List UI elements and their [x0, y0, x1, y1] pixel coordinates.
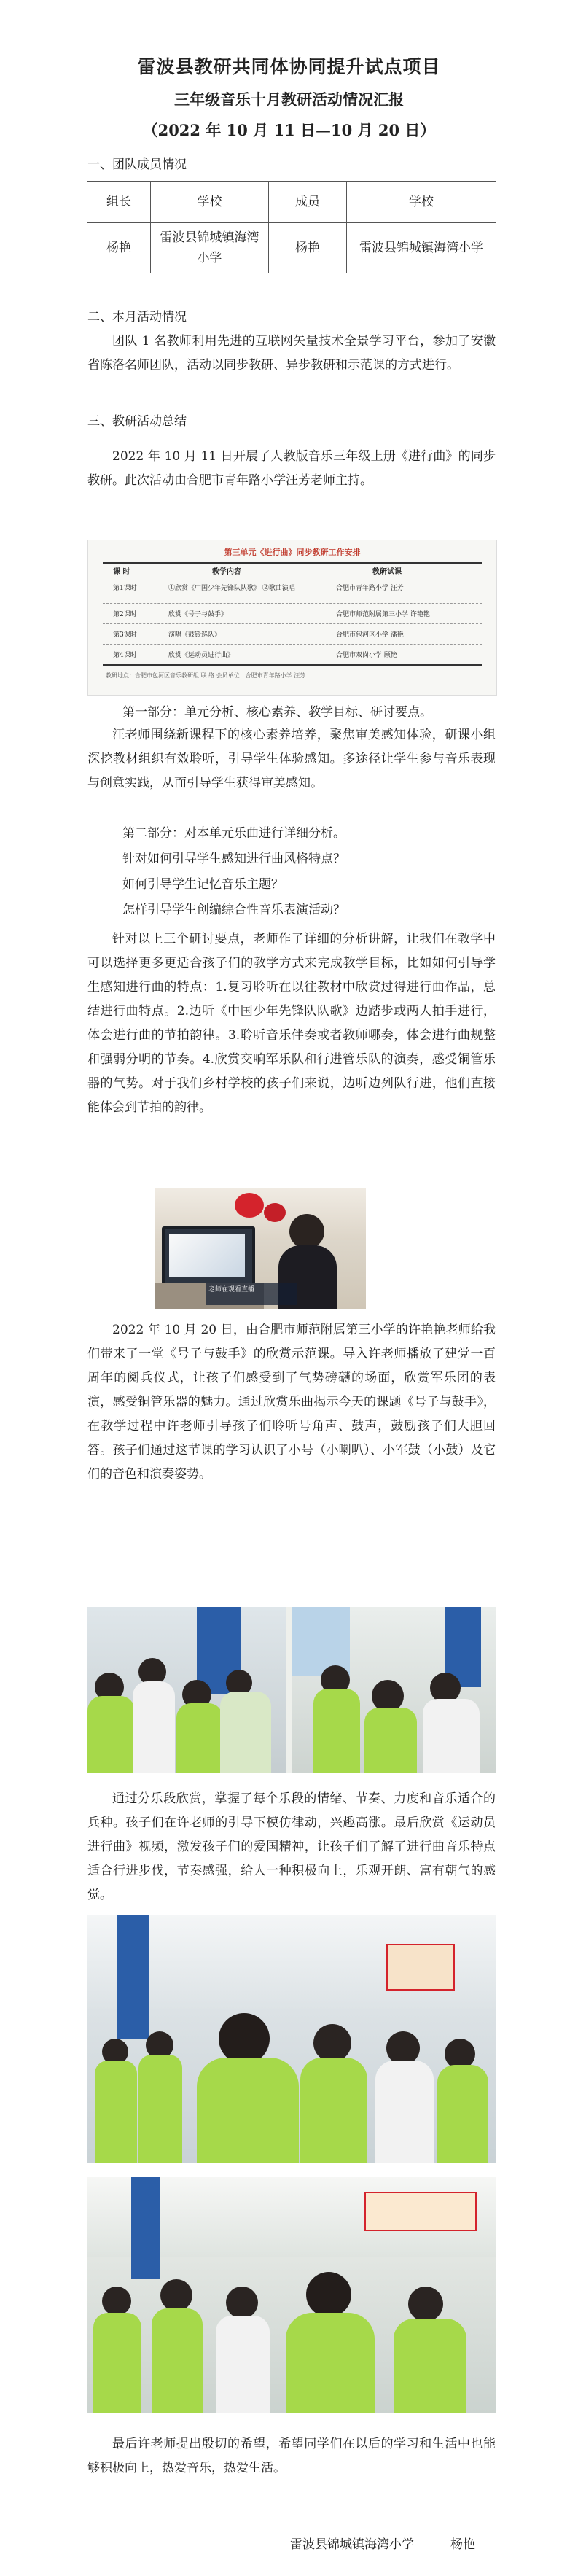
students-photo-1 — [87, 1915, 496, 2163]
schedule-cell: 第4课时 — [113, 652, 137, 659]
section-heading-activity: 二、本月活动情况 — [87, 310, 187, 324]
schedule-cell: 第2课时 — [113, 611, 137, 618]
team-table-row — [87, 182, 496, 223]
schedule-col-header: 教学内容 — [212, 568, 241, 576]
schedule-cell: ①欣赏《中国少年先锋队队歌》 ②歌曲演唱 — [168, 585, 295, 592]
teacher-livestream-photo — [155, 1188, 366, 1309]
table-cell: 杨艳 — [269, 223, 347, 273]
schedule-note: 教研地点：合肥市包河区音乐教研组 联 络 会员单位：合肥市青年路小学 汪芳 — [106, 672, 306, 679]
schedule-col-header: 教研试课 — [372, 568, 402, 576]
schedule-cell: 欣赏《号子与鼓手》 — [168, 611, 228, 618]
table-cell: 杨艳 — [87, 223, 151, 273]
section-heading-team: 一、团队成员情况 — [87, 157, 187, 172]
practice-paragraph: 通过分乐段欣赏，掌握了每个乐段的情绪、节奏、力度和音乐适合的兵种。孩子们在许老师的引导下模仿律动，兴趣高涨。最后欣赏《运动员进行曲》视频，激发孩子们的爱国精神，让孩子们了解了进行曲音乐特点适合行进步伐，节奏感强，给人一种积极向上，乐观开朗、富有朝气的感觉。 — [87, 1791, 496, 1902]
table-cell: 雷波县锦城镇海湾小学 — [347, 223, 496, 273]
question-item: 针对如何引导学生感知进行曲风格特点？ — [122, 852, 345, 866]
document-subtitle: 三年级音乐十月教研活动情况汇报 — [174, 90, 404, 109]
part2-heading: 第二部分：对本单元乐曲进行详细分析。 — [122, 826, 345, 841]
schedule-cell: 第3课时 — [113, 631, 137, 639]
closing-paragraph: 最后许老师提出殷切的希望，希望同学们在以后的学习和生活中也能够积极向上，热爱音乐，热爱生活。 — [87, 2437, 496, 2475]
schedule-cell: 第1课时 — [113, 585, 137, 592]
schedule-cell: 合肥市包河区小学 潘艳 — [336, 631, 404, 639]
schedule-cell: 欣赏《运动员进行曲》 — [168, 652, 235, 659]
part1-heading: 第一部分：单元分析、核心素养、教学目标、研讨要点。 — [122, 705, 432, 720]
team-table — [87, 181, 496, 273]
signature-school: 雷波县锦城镇海湾小学 — [290, 2537, 414, 2552]
students-photo-2 — [87, 2177, 496, 2413]
schedule-cell: 合肥市青年路小学 汪芳 — [336, 585, 404, 592]
section-heading-summary: 三、教研活动总结 — [87, 414, 187, 429]
teacher-figure — [289, 1214, 324, 1249]
analysis-paragraph: 针对以上三个研讨要点，老师作了详细的分析讲解，让我们在教学中可以选择更多更适合孩子们的教学方式来完成教学目标，比如如何引导学生感知进行曲的特点：1.复习聆听在以往教材中欣赏过得进行曲作品，总结进行曲特点。2.边听《中国少年先锋队队歌》边踏步或两人拍手进行，体会进行曲的节拍韵律。3.聆听音乐伴奏或者教师哪奏，体会进行曲规整和强弱分明的节奏。4.欣赏交响军乐队和行进管乐队的演奏，感受铜管乐器的气势。对于我们乡村学校的孩子们来说，边听边列队行进，他们直接能体会到节拍的韵律。 — [87, 932, 496, 1115]
schedule-image — [87, 540, 497, 696]
red-lantern-decoration — [235, 1193, 264, 1218]
laptop-screen — [162, 1226, 255, 1289]
document-title: 雷波县教研共同体协同提升试点项目 — [137, 56, 441, 77]
summary-intro-paragraph: 2022 年 10 月 11 日开展了人教版音乐三年级上册《进行曲》的同步教研。此次活动由合肥市青年路小学汪芳老师主持。 — [87, 449, 496, 488]
schedule-title: 第三单元《进行曲》同步教研工作安排 — [224, 548, 361, 557]
lesson-paragraph: 2022 年 10 月 20 日，由合肥市师范附属第三小学的许艳艳老师给我们带来了一堂《号子与鼓手》的欣赏示范课。导入许老师播放了建党一百周年的阅兵仪式，让孩子们感受到了气势磅礴的场面，欣赏军乐团的表演，感受铜管乐器的魅力。通过欣赏乐曲揭示今天的课题《号子与鼓手》，在教学过程中许老师引导孩子们聆听号角声、鼓声，鼓励孩子们大胆回答。孩子们通过这节课的学习认识了小号（小喇叭）、小军鼓（小鼓）及它们的音色和演奏姿势。 — [87, 1323, 496, 1482]
table-header-cell: 成员 — [269, 182, 347, 223]
question-item: 如何引导学生记忆音乐主题？ — [122, 877, 284, 892]
classroom-photo-right — [292, 1607, 496, 1773]
table-header-cell: 组长 — [87, 182, 151, 223]
signature-name: 杨艳 — [450, 2537, 475, 2552]
team-table-row — [87, 223, 496, 273]
schedule-cell: 合肥市双岗小学 顾艳 — [336, 652, 397, 659]
date-range: （2022 年 10 月 11 日—10 月 20 日） — [142, 121, 436, 139]
photo-caption: 老师在观看直播 — [206, 1283, 297, 1305]
table-cell: 雷波县锦城镇海湾小学 — [151, 223, 269, 273]
schedule-cell: 演唱《鼓铃巡队》 — [168, 631, 222, 639]
table-header-cell: 学校 — [151, 182, 269, 223]
activity-paragraph: 团队 1 名教师利用先进的互联网矢量技术全景学习平台，参加了安徽省陈洛名师团队，活动以同步教研、异步教研和示范课的方式进行。 — [87, 334, 496, 373]
classroom-photo-left — [87, 1607, 496, 1773]
schedule-cell: 合肥市师范附属第三小学 许艳艳 — [336, 611, 430, 618]
question-item: 怎样引导学生创编综合性音乐表演活动？ — [122, 903, 345, 917]
schedule-col-header: 课 时 — [113, 568, 130, 576]
part1-paragraph: 汪老师围绕新课程下的核心素养培养，聚焦审美感知体验，研课小组深挖教材组织有效聆听，引导学生体验感知。多途径让学生参与音乐表现与创意实践，从而引导学生获得审美感知。 — [87, 728, 496, 790]
table-header-cell: 学校 — [347, 182, 496, 223]
